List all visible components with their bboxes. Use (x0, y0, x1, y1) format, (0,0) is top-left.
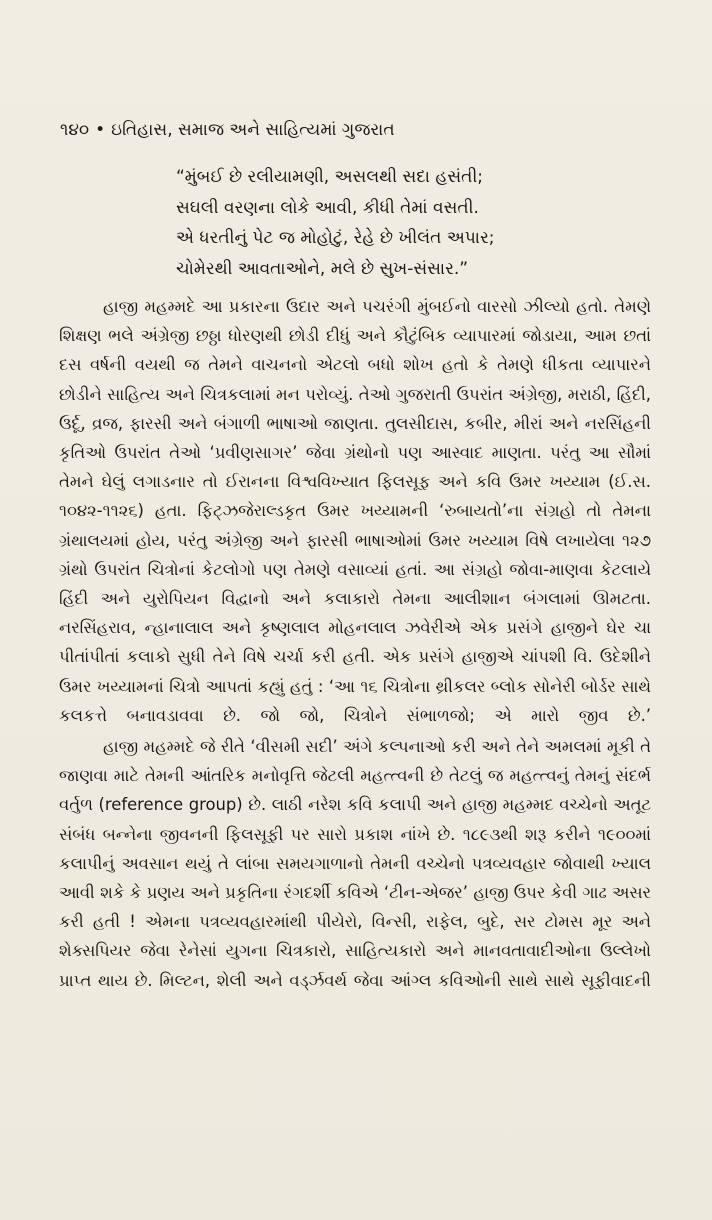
poem-quote (176, 162, 696, 284)
poem-line: સઘલી વરણના લોકે આવી, કીધી તેમાં વસતી. (176, 197, 479, 218)
running-header (60, 118, 640, 142)
page-number: ૧૪૦ (60, 120, 90, 140)
header-bullet: • (95, 120, 106, 140)
body-text (59, 292, 651, 995)
paragraph-text: હાજી મહમ્મદે આ પ્રકારના ઉદાર અને પચરંગી મુંબઈનો વારસો ઝીલ્યો હતો. તેમણે શિક્ષણ ભલે અંગ્રેજી છઠ્ઠા ધોરણથી છોડી દીધું અને કૌટુંબિક વ્યાપારમાં જોડાયા, આમ છતાં દસ વર્ષની વયથી જ તેમને વાચનનો એટલો બધો શોખ હતો કે તેમણે ધીકતા વ્યાપારને છોડીને સાહિત્ય અને ચિત્રકલામાં મન પરોવ્યું. તેઓ ગુજરાતી ઉપરાંત અંગ્રેજી, મરાઠી, હિંદી, ઉર્દૂ, વ્રજ, ફારસી અને બંગાળી ભાષાઓ જાણતા. તુલસીદાસ, કબીર, મીરાં અને નરસિંહની કૃતિઓ ઉપરાંત તેઓ ‘પ્રવીણસાગર’ જેવા ગ્રંથોનો પણ આસ્વાદ માણતા. પરંતુ આ સૌમાં તેમને ઘેલું લગાડનાર તો ઈરાનના વિશ્વવિખ્યાત ફિલસૂફ અને કવિ ઉમર ખય્યામ (ઈ.સ. ૧૦૪૨-૧૧૨૬) હતા. ફિટ્ઝજેરાલ્ડકૃત ઉમર ખય્યામની ‘રુબાયતો’ના સંગ્રહો તો તેમના ગ્રંથાલયમાં હોય, પરંતુ અંગ્રેજી અને ફારસી ભાષાઓમાં ઉમર ખય્યામ વિષે લખાયેલા ૧૨૭ ગ્રંથો ઉપરાંત ચિત્રોનાં કેટલોગો પણ તેમણે વસાવ્યાં હતાં. આ સંગ્રહો જોવા-માણવા કેટલાયે હિંદી અને યુરોપિયન વિદ્વાનો અને કલાકારો તેમના આલીશાન બંગલામાં ઊમટતા. નરસિંહરાવ, ન્હાનાલાલ અને કૃષ્ણલાલ મોહનલાલ ઝવેરીએ એક પ્રસંગે હાજીને ઘેર ચા પીતાંપીતાં કલાકો સુધી તેને વિષે ચર્ચા કરી હતી. એક પ્રસંગે હાજીએ ચાંપશી વિ. ઉદેશીને ઉમર ખય્યામનાં ચિત્રો આપતાં કહ્યું હતું : ‘આ ૧૬ ચિત્રોના થ્રીકલર બ્લોક સોનેરી બોર્ડર સાથે કલકત્તે બનાવડાવવા છે. જો જો, ચિત્રોને સંભાળજો; એ મારો જીવ છે.’ (59, 297, 651, 725)
running-title: ઇતિહાસ, સમાજ અને સાહિત્યમાં ગુજરાત (111, 120, 395, 140)
poem-line: ચોમેરથી આવતાઓને, મલે છે સુખ-સંસાર.” (176, 258, 469, 279)
paragraph-2 (59, 732, 651, 995)
paragraph-1 (59, 292, 651, 730)
poem-line: “મુંબઈ છે રલીયામણી, અસલથી સદા હસંતી; (176, 167, 484, 187)
paragraph-text: હાજી મહમ્મદે જે રીતે ‘વીસમી સદી’ અંગે કલ્પનાઓ કરી અને તેને અમલમાં મૂકી તે જાણવા માટે તેમની આંતરિક મનોવૃત્તિ જેટલી મહત્ત્વની છે તેટલું જ મહત્ત્વનું તેમનું સંદર્ભ વર્તુળ (reference group) છે. લાઠી નરેશ કવિ કલાપી અને હાજી મહમ્મદ વચ્ચેનો અતૂટ સંબંધ બન્નેના જીવનની ફિલસૂફી પર સારો પ્રકાશ નાંખે છે. ૧૮૯૩થી શરૂ કરીને ૧૯૦૦માં કલાપીનું અવસાન થયું તે લાંબા સમયગાળાનો તેમની વચ્ચેનો પત્રવ્યવહાર જોવાથી ખ્યાલ આવી શકે કે પ્રણય અને પ્રકૃતિના રંગદર્શી કવિએ ‘ટીન-એજર’ હાજી ઉપર કેવી ગાઢ અસર કરી હતી ! એમના પત્રવ્યવહારમાંથી પીયેરો, વિન્સી, રાફેલ, બુદે, સર ટોમસ મૂર અને શેક્સપિયર જેવા રેનેસાં યુગના ચિત્રકારો, સાહિત્યકારો અને માનવતાવાદીઓના ઉલ્લેખો પ્રાપ્ત થાય છે. મિલ્ટન, શેલી અને વર્ડ્ઝવર્થ જેવા આંગ્લ કવિઓની સાથે સાથે સૂફીવાદની (59, 737, 651, 990)
poem-line: એ ધરતીનું પેટ જ મોહોટું, રેહે છે ખીલંત અપાર; (176, 228, 495, 248)
